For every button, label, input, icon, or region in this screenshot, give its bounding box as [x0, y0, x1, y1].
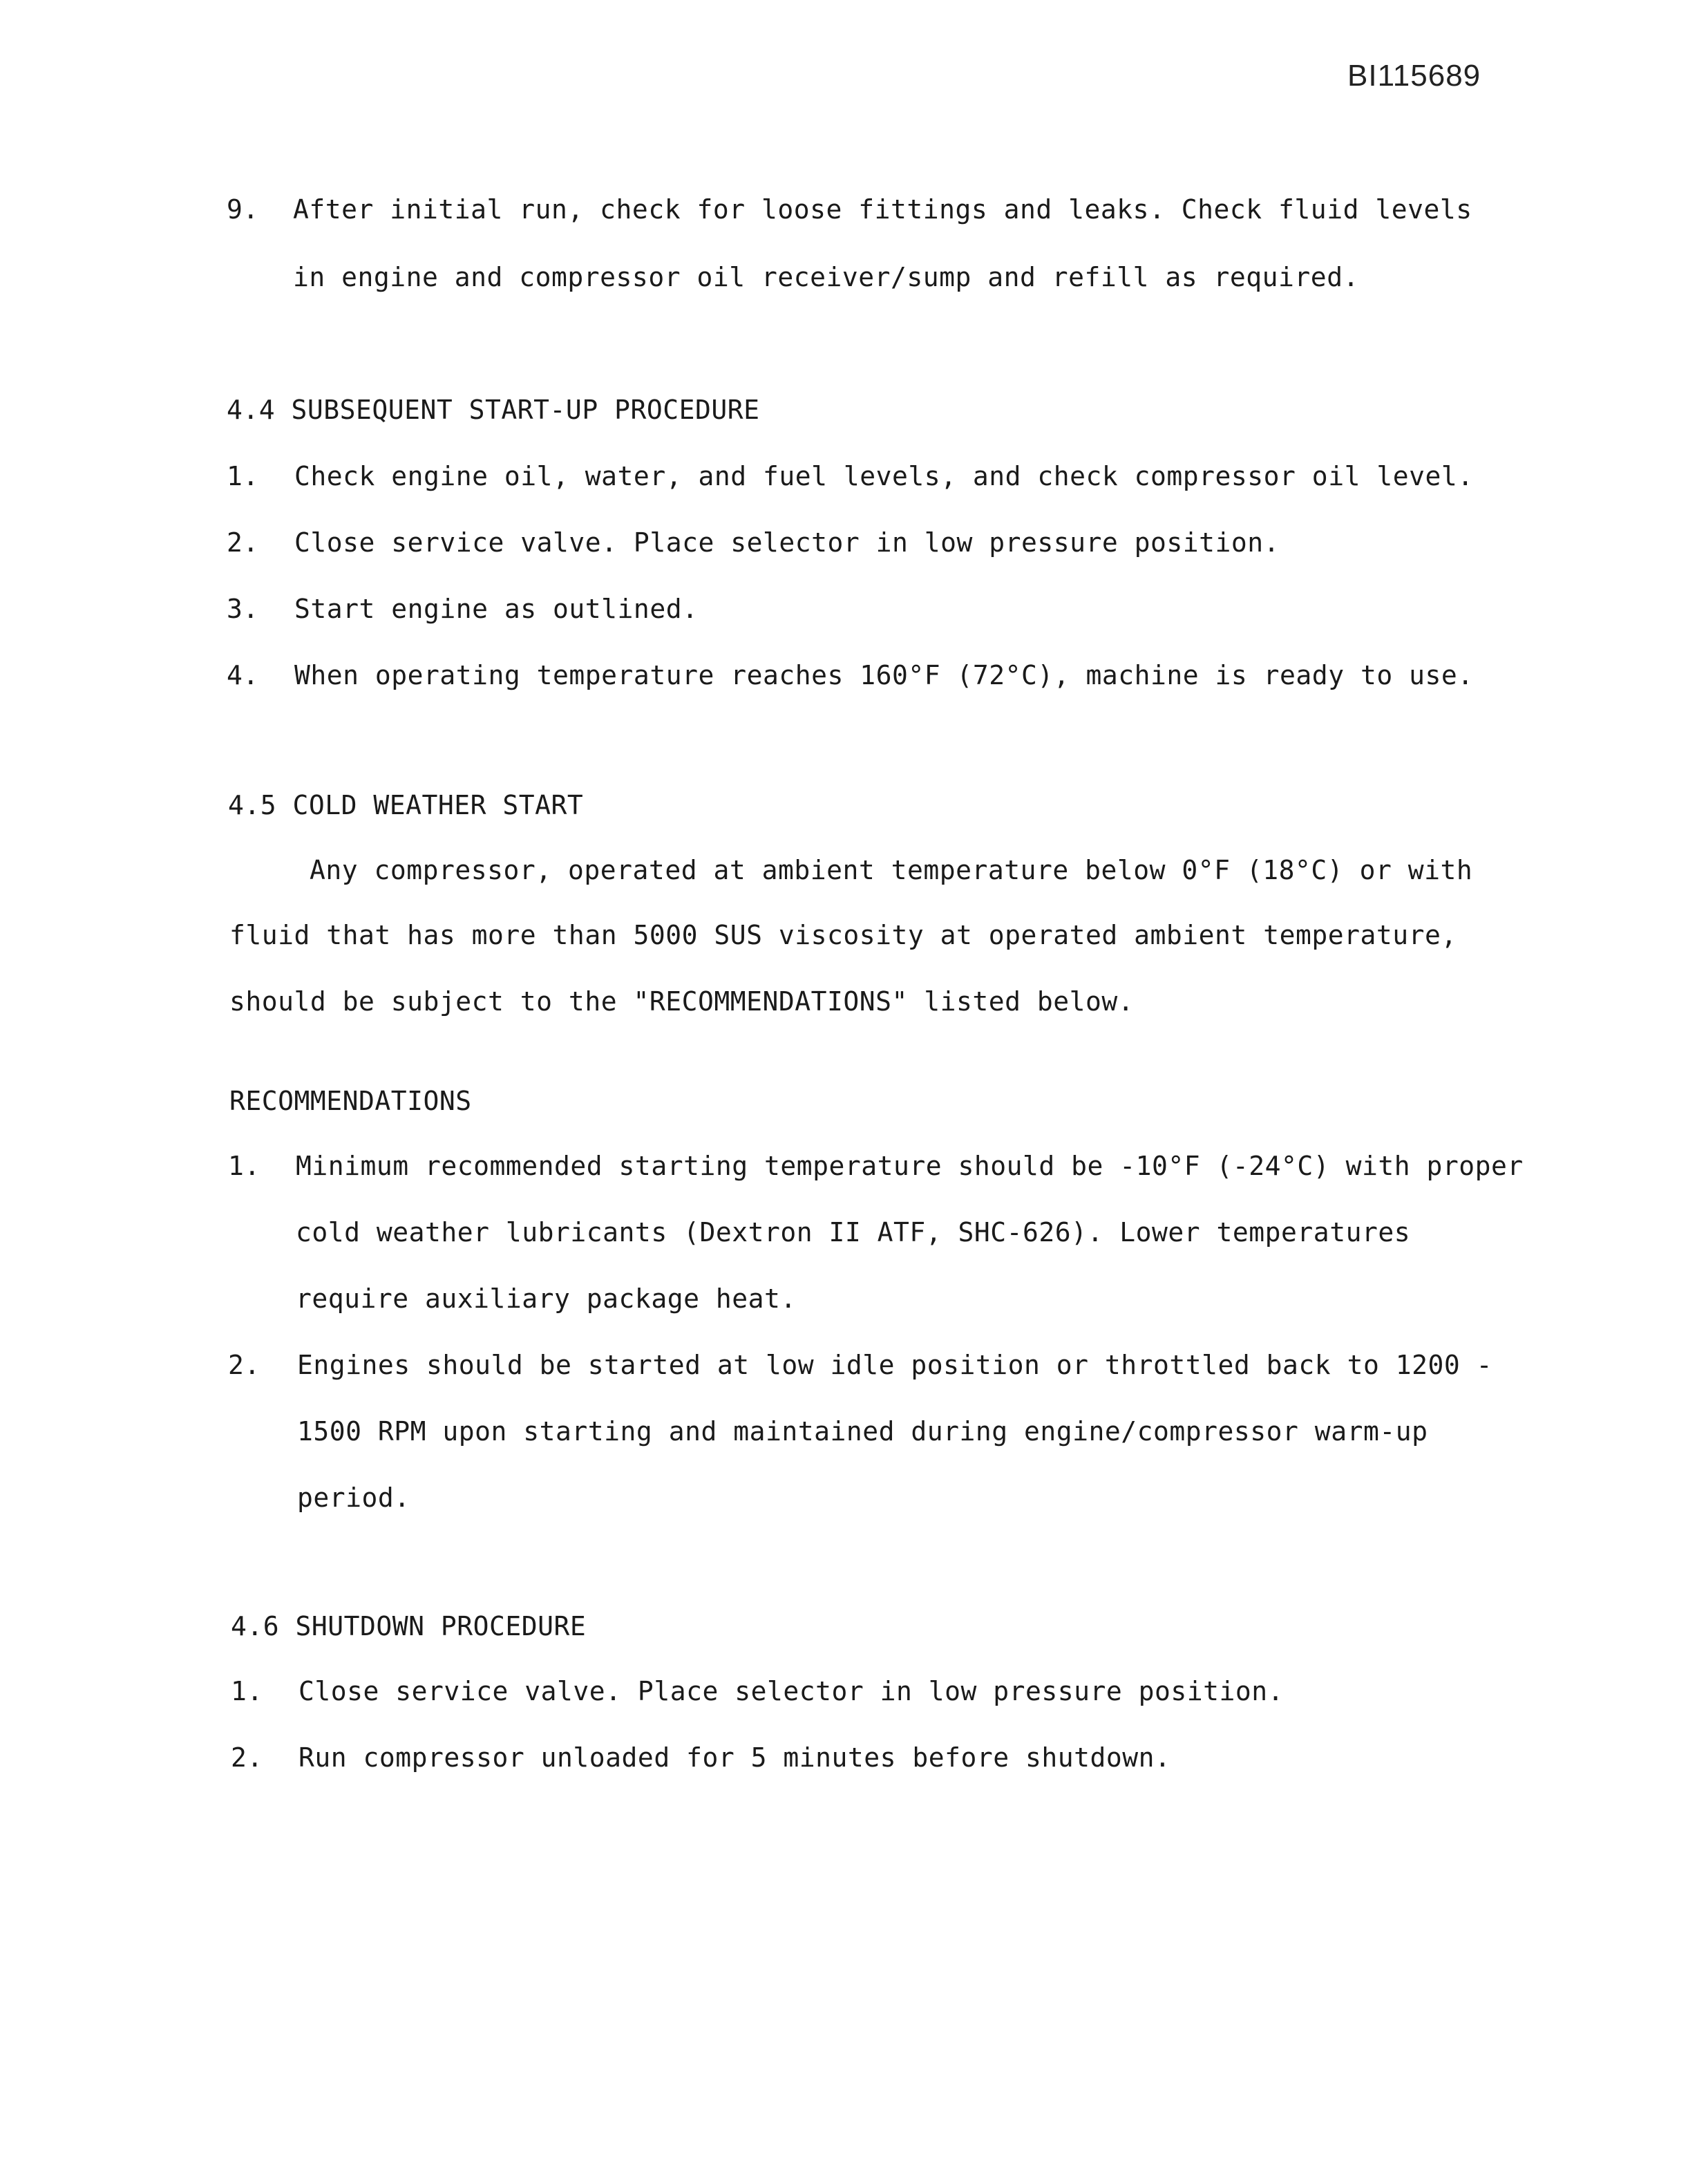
- recommendation-1-line-3: require auxiliary package heat.: [296, 1283, 797, 1314]
- list-item-number: 4.: [227, 660, 259, 690]
- recommendation-2-line-2: 1500 RPM upon starting and maintained during engine/compressor warm-up: [297, 1416, 1428, 1447]
- paragraph-line-1: Any compressor, operated at ambient temperature below 0°F (18°C) or with: [310, 855, 1473, 885]
- list-item-text: Check engine oil, water, and fuel levels, and check compressor oil level.: [294, 461, 1474, 491]
- section-4-5-heading: 4.5 COLD WEATHER START: [228, 790, 584, 820]
- list-item-number: 1.: [231, 1676, 263, 1706]
- recommendation-2-line-1: Engines should be started at low idle position or throttled back to 1200 -: [297, 1350, 1492, 1380]
- document-id: BI115689: [1347, 59, 1481, 93]
- step-9-line-1: After initial run, check for loose fittings and leaks. Check fluid levels: [293, 194, 1472, 225]
- list-item-text: Close service valve. Place selector in low pressure position.: [298, 1676, 1284, 1706]
- section-4-6-heading: 4.6 SHUTDOWN PROCEDURE: [231, 1611, 587, 1641]
- list-item-number: 2.: [231, 1742, 263, 1773]
- list-item-text: Start engine as outlined.: [294, 594, 699, 624]
- recommendations-heading: RECOMMENDATIONS: [229, 1086, 472, 1116]
- step-9-number: 9.: [227, 194, 259, 225]
- list-item-number: 2.: [227, 527, 259, 558]
- paragraph-line-2: fluid that has more than 5000 SUS viscosity at operated ambient temperature,: [229, 920, 1457, 950]
- list-item-text: When operating temperature reaches 160°F (72°C), machine is ready to use.: [294, 660, 1474, 690]
- recommendation-2-number: 2.: [228, 1350, 260, 1380]
- recommendation-2-line-3: period.: [297, 1482, 410, 1513]
- recommendation-1-number: 1.: [228, 1151, 260, 1181]
- list-item-text: Close service valve. Place selector in low pressure position.: [294, 527, 1280, 558]
- list-item-number: 3.: [227, 594, 259, 624]
- step-9-line-2: in engine and compressor oil receiver/sump and refill as required.: [293, 262, 1359, 292]
- list-item-text: Run compressor unloaded for 5 minutes before shutdown.: [298, 1742, 1171, 1773]
- recommendation-1-line-2: cold weather lubricants (Dextron II ATF, SHC-626). Lower temperatures: [296, 1217, 1411, 1248]
- section-4-4-heading: 4.4 SUBSEQUENT START-UP PROCEDURE: [227, 395, 760, 425]
- paragraph-line-3: should be subject to the "RECOMMENDATIONS" listed below.: [229, 986, 1135, 1017]
- recommendation-1-line-1: Minimum recommended starting temperature should be -10°F (-24°C) with proper: [296, 1151, 1524, 1181]
- list-item-number: 1.: [227, 461, 259, 491]
